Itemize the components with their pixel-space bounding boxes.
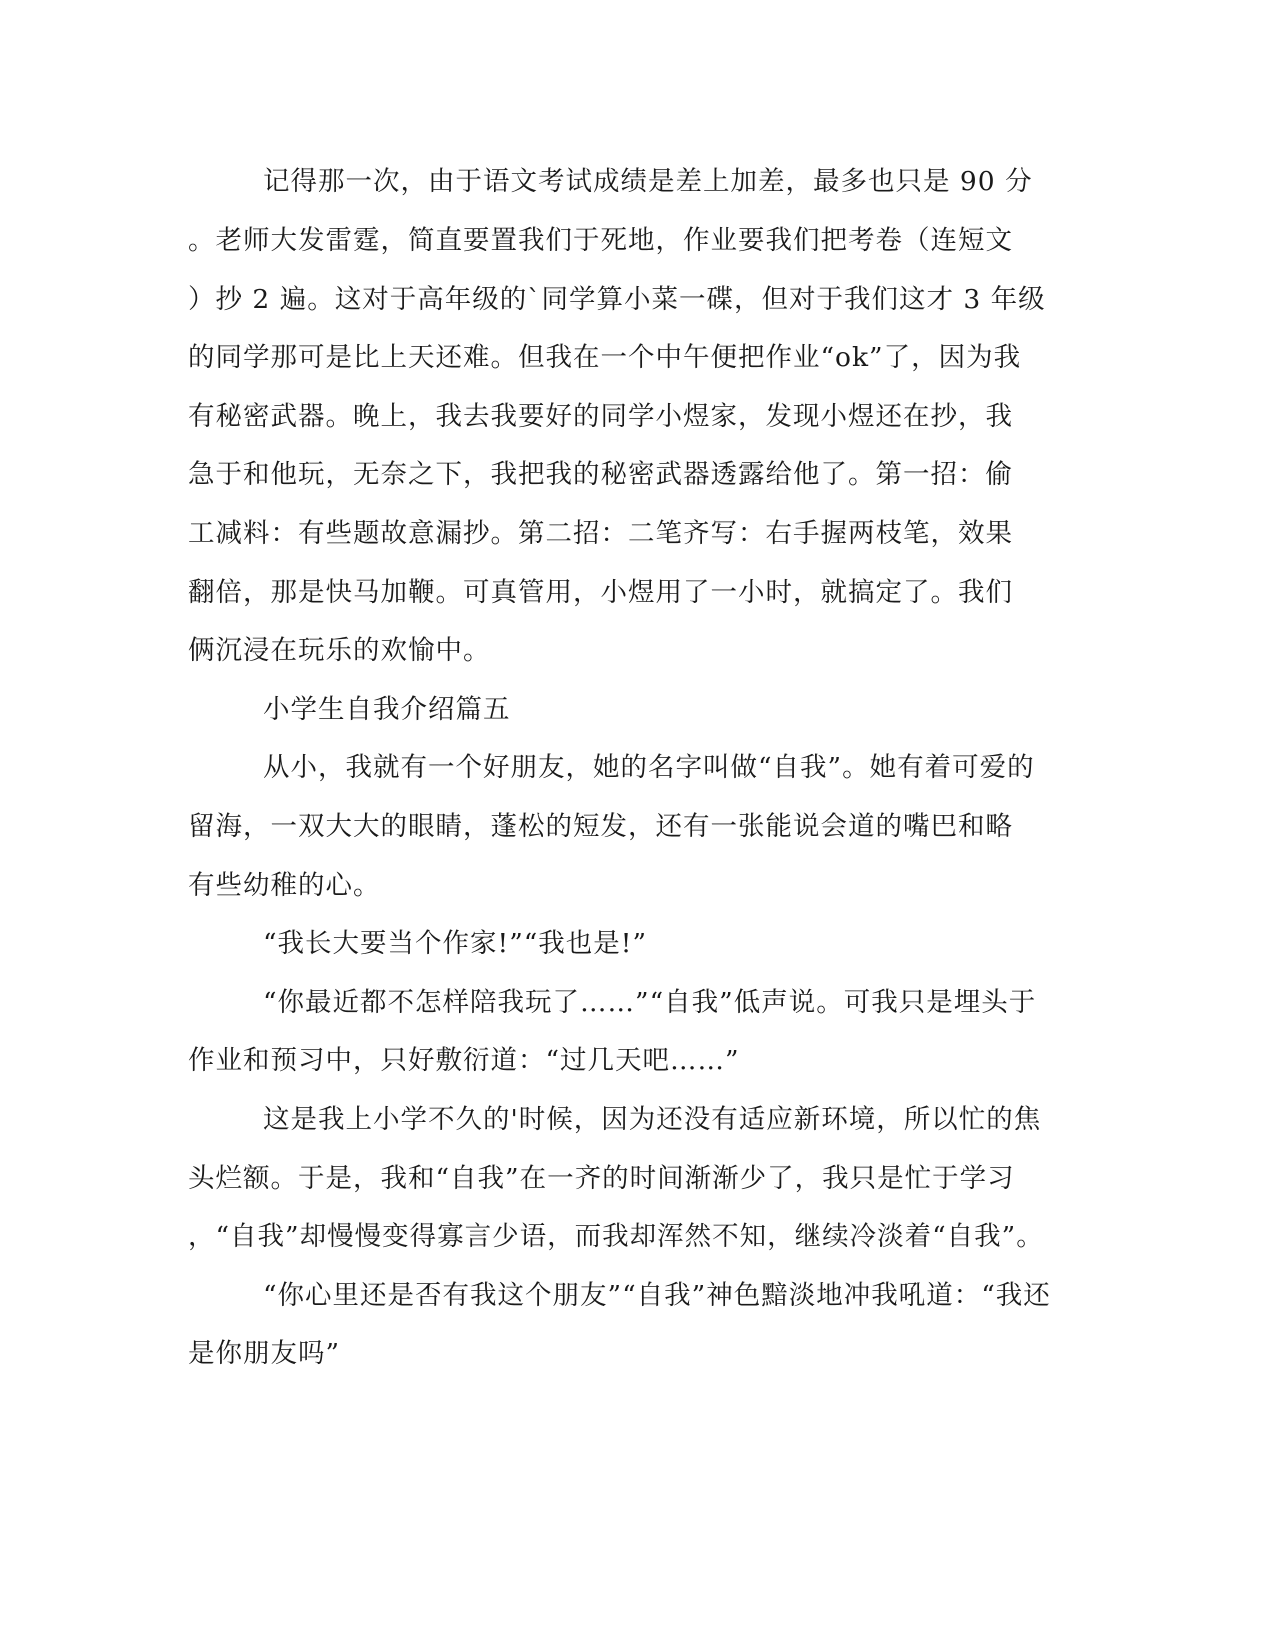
paragraph-line: 的同学那可是比上天还难。但我在一个中午便把作业“ok”了，因为我 — [188, 342, 1022, 373]
paragraph-line: 记得那一次，由于语文考试成绩是差上加差，最多也只是 90 分 — [263, 166, 1033, 197]
paragraph-line: ，“自我”却慢慢变得寡言少语，而我却浑然不知，继续冷淡着“自我”。 — [188, 1221, 1044, 1252]
paragraph-line: 从小，我就有一个好朋友，她的名字叫做“自我”。她有着可爱的 — [263, 752, 1035, 783]
paragraph-line: 这是我上小学不久的'时候，因为还没有适应新环境，所以忙的焦 — [263, 1104, 1042, 1135]
paragraph-line: 有些幼稚的心。 — [188, 870, 381, 901]
paragraph-line: 翻倍，那是快马加鞭。可真管用，小煜用了一小时，就搞定了。我们 — [188, 577, 1013, 608]
paragraph-line: 有秘密武器。晚上，我去我要好的同学小煜家，发现小煜还在抄，我 — [188, 401, 1013, 432]
paragraph-line: “你最近都不怎样陪我玩了……”“自我”低声说。可我只是埋头于 — [263, 987, 1037, 1018]
paragraph-line: 。老师大发雷霆，简直要置我们于死地，作业要我们把考卷（连短文 — [188, 225, 1013, 256]
paragraph-line: “你心里还是否有我这个朋友”“自我”神色黯淡地冲我吼道：“我还 — [263, 1280, 1051, 1311]
paragraph-line: 急于和他玩，无奈之下，我把我的秘密武器透露给他了。第一招：偷 — [188, 459, 1013, 490]
paragraph-line: “我长大要当个作家!”“我也是!” — [263, 928, 647, 959]
paragraph-line: 俩沉浸在玩乐的欢愉中。 — [188, 635, 491, 666]
paragraph-line: ）抄 2 遍。这对于高年级的`同学算小菜一碟，但对于我们这才 3 年级 — [188, 284, 1046, 315]
paragraph-line: 是你朋友吗” — [188, 1338, 341, 1369]
section-heading: 小学生自我介绍篇五 — [263, 694, 511, 725]
paragraph-line: 作业和预习中，只好敷衍道：“过几天吧……” — [188, 1045, 740, 1076]
paragraph-line: 头烂额。于是，我和“自我”在一齐的时间渐渐少了，我只是忙于学习 — [188, 1163, 1015, 1194]
paragraph-line: 工减料：有些题故意漏抄。第二招：二笔齐写：右手握两枝笔，效果 — [188, 518, 1013, 549]
paragraph-line: 留海，一双大大的眼睛，蓬松的短发，还有一张能说会道的嘴巴和略 — [188, 811, 1013, 842]
